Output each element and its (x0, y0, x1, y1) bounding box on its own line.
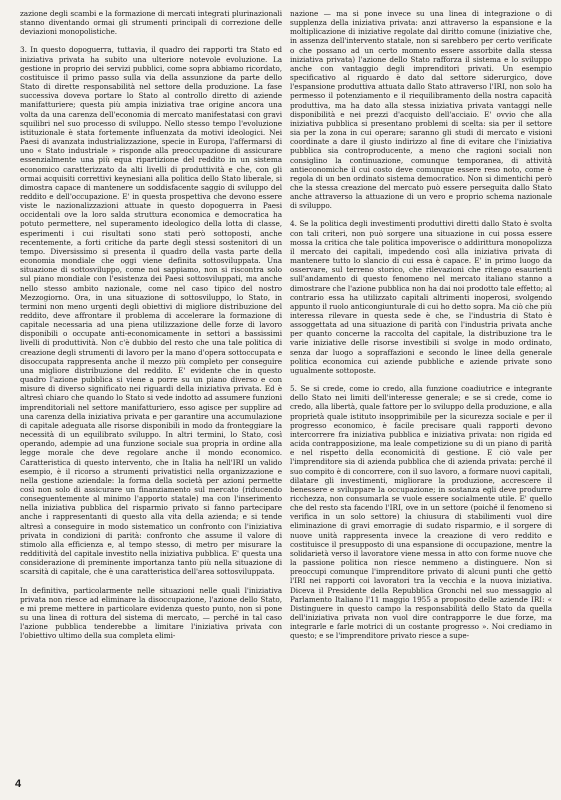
paragraph-section-5: 5. Se si crede, come io credo, alla funzione coadiutrice e integrante dello Stato nei limiti dell'interesse generale; e se si crede, come io credo, alla libertà, quale fattore per lo sviluppo della produzione, e alla proprietà quale istituto insopprimibile per la sicurezza sociale e per il progresso economico, è facile precisare quali rapporti devono intercorrere fra iniziativa pubblica e iniziativa privata: non rigida ed acida contrapposizione, ma leale competizione su di un piano di parità e nel rispetto della economicità di gestione. E ciò vale per l'imprenditore sia di azienda pubblica che di azienda privata: perché il suo compito è di concorrere, con il suo lavoro, a formare nuovi capitali, dilatare gli investimenti, migliorare la produzione, accrescere il benessere e sviluppare la occupazione; in sostanza egli deve produrre ricchezza, non consumarla se vuole essere socialmente utile. E' quello che del resto sta facendo l'IRI, ove in un settore (poiché il fenomeno si verifica in un solo settore) la chiusura di stabilimenti vuol dire eliminazione di gravi emorragie di sudato risparmio, e il sorgere di nuove unità rappresenta invece la creazione di vero reddito e costituisce il presupposto di una espansione di occupazione, mentre la solidarietà verso il lavoratore viene messa in atto con forme nuove che la passione politica non riesce nemmeno a distinguere. Non si preoccupi comunque l'imprenditore privato di alcuni punti che gettò l'IRI nei rapporti coi lavoratori tra la vecchia e la nuova iniziativa. Diceva il Presidente della Repubblica Gronchi nel suo messaggio al Parlamento Italiano l'11 maggio 1955 a proposito delle aziende IRI: « Distinguere in questo campo la responsabilità dello Stato da quella dell'iniziativa privata non vuol dire contrapporre le due forze, ma integrarle e farle motrici di un costante progresso ». Noi crediamo in questo; e se l'imprenditore privato riesce a supe- (290, 384, 552, 641)
paragraph: nazione — ma si pone invece su una linea di integrazione o di supplenza della iniziativa privata: anzi attraverso la espansione e la moltiplicazione di iniziative regolate dal diritto comune (iniziative che, in assenza dell'intervento statale, non si sarebbero per certo verificate o che possano ad un certo momento essere assorbite dalla stessa iniziativa privata) l'azione dello Stato rafforza il sistema e lo sviluppo anche con vantaggio degli imprenditori privati. Un esempio specificativo al riguardo è dato dal settore siderurgico, dove l'espansione produttiva attuata dallo Stato attraverso l'IRI, non solo ha permesso il potenziamento e il riequilibramento della nostra capacità produttiva, ma ha dato alla stessa iniziativa privata vantaggi nelle disponibilità e nei prezzi d'acquisto dell'acciaio. E' ovvio che alla iniziativa pubblica si presentano problemi di scelta: sia per il settore sia per la zona in cui operare; saranno gli studi di mercato e visioni coordinate a dare il giusto indirizzo al fine di evitare che l'iniziativa pubblica sia controproducente, a meno che ragioni sociali non consiglino la continuazione, comunque temporanea, di attività antieconomiche il cui costo deve comunque essere reso noto, come è regola di un ben ordinato sistema democratico. Non si dimentichi però che la stessa creazione del mercato può essere perseguita dallo Stato anche attraverso la attuazione di un vero e proprio schema nazionale di sviluppo. (290, 9, 552, 211)
paragraph-section-4: 4. Se la politica degli investimenti produttivi diretti dallo Stato è svolta con tali criteri, non può sorgere una situazione in cui possa essere mossa la critica che tale politica impoverisce o addirittura monopolizza il mercato dei capitali, impedendo così alla iniziativa privata di mantenere tutto lo slancio di cui essa è capace. E' in primo luogo da osservare, sul terreno storico, che rilevazioni che ritengo esaurienti sull'andamento di questo fenomeno nel mercato italiano stanno a dimostrare che l'azione pubblica non ha dai noi prodotto tale effetto; al contrario essa ha utilizzato capitali altrimenti inoperosi, svolgendo appunto il ruolo anticongiunturale di cui ho detto sopra. Ma ciò che più interessa rilevare in questa sede è che, se l'industria di Stato è assoggettata ad una situazione di parità con l'industria privata anche per quanto concerne la raccolta del capitale, la distribuzione tra le varie iniziative delle risorse investibili si svolge in modo ordinato, senza dar luogo a sopraffazioni e secondo le linee della generale politica economica cui aziende pubbliche e aziende private sono ugualmente sottoposte. (290, 219, 552, 375)
left-column (20, 9, 282, 789)
right-column (290, 9, 552, 789)
paragraph-section-3: 3. In questo dopoguerra, tuttavia, il quadro dei rapporti tra Stato ed iniziativa privata ha subito una ulteriore notevole evoluzione. La gestione in proprio dei servizi pubblici, come sopra abbiamo ricordato, costituisce il primo passo sulla via della assunzione da parte dello Stato di dirette responsabilità nel settore della produzione. La fase successiva doveva portare lo Stato al controllo diretto di aziende manifatturiere; questa più ampia iniziativa trae origine ancora una volta da una carenza dell'economia di mercato manifestatasi con gravi squilibri nel suo processo di sviluppo. Nello stesso tempo l'evoluzione istituzionale è stata fortemente influenzata da motivi ideologici. Nei Paesi di avanzata industrializzazione, specie in Europa, l'affermarsi di uno « Stato industriale » risponde alla preoccupazione di assicurare essenzialmente una più equa ripartizione del reddito in un sistema economico caratterizzato da alti livelli di produttività e che, con gli ormai acquisiti correttivi keynesiani alla politica dello Stato liberale, si dimostra capace di mantenere un soddisfacente saggio di sviluppo del reddito e dell'occupazione. E' in questa prospettiva che devono essere viste le nazionalizzazioni attuate in questo dopoguerra in Paesi occidentali ove la loro salda struttura economica e democratica ha potuto permettere, nel superamento ideologico della lotta di classe, esperimenti i cui risultati sono stati però sottoposti, anche recentemente, a forti critiche da parte degli stessi sostenitori di un tempo. Diversissimo si presenta il quadro della vasta parte della economia mondiale che oggi viene definita sottosviluppata. Una situazione di sottosviluppo, come noi sappiamo, non si riscontra solo sul piano mondiale con l'esistenza dei Paesi sottosviluppati, ma anche nello stesso ambito nazionale, come nel caso tipico del nostro Mezzogiorno. Ora, in una situazione di sottosviluppo, lo Stato, in termini non meno urgenti degli obiettivi di migliore distribuzione del reddito, deve affrontare il problema di accelerare la formazione di capitale necessaria ad una piena utilizzazione delle forze di lavoro disponibili o occupate anti-economicamente in settori a bassissimi livelli di produttività. Non c'è dubbio del resto che una tale politica di creazione degli strumenti di lavoro per la mano d'opera sottoccupata e disoccupata rappresenta anche il mezzo più completo per conseguire una migliore distribuzione del reddito. E' evidente che in questo quadro l'azione pubblica si viene a porre su un piano diverso e con misure di diverso significato nei riguardi della iniziativa privata. Ed è altresì chiaro che quando lo Stato si vede indotto ad assumere funzioni imprenditoriali nel settore manifatturiero, esso agisce per supplire ad una carenza della iniziativa privata e per garantire una accumulazione di capitale adeguata alle risorse disponibili in modo da fronteggiare la necessità di un equilibrato sviluppo. In altri termini, lo Stato, così operando, adempie ad una funzione sociale sua propria in ordine alla legge morale che deve regolare anche il mondo economico. Caratteristica di questo intervento, che in Italia ha nell'IRI un valido esempio, è il ricorso a strumenti privatistici nella organizzazione e nella gestione aziendale: la forma della società per azioni permette così non solo di assicurare un finanziamento sul mercato (riducendo conseguentemente al minimo l'apporto statale) ma con l'inserimento nella iniziativa pubblica del risparmio privato si fanno partecipare anche i rappresentanti di questo alla vita della azienda; e si tende altresì a conseguire in modo sistematico un confronto con l'iniziativa privata in condizioni di parità: confronto che assume il valore di stimolo alla efficienza e, al tempo stesso, di metro per misurare la redditività del capitale investito nella iniziativa pubblica. E' questa una considerazione di preminente importanza tanto più nella situazione di scarsità di capitale, che è una caratteristica dell'area sottosviluppata. (20, 45, 282, 577)
paragraph: In definitiva, particolarmente nelle situazioni nelle quali l'iniziativa privata non riesce ad eliminare la disoccupazione, l'azione dello Stato, e mi preme mettere in particolare evidenza questo punto, non si pone su una linea di rottura del sistema di mercato, — perché in tal caso l'azione pubblica tenderebbe a limitare l'iniziativa privata con l'obiettivo ultimo della sua completa elimi- (20, 585, 282, 641)
paragraph: zazione degli scambi e la formazione di mercati integrati plurinazionali stanno diventando ormai gli strumenti principali di correzione delle deviazioni monopolistiche. (20, 9, 282, 37)
page-number: 4 (15, 778, 22, 790)
